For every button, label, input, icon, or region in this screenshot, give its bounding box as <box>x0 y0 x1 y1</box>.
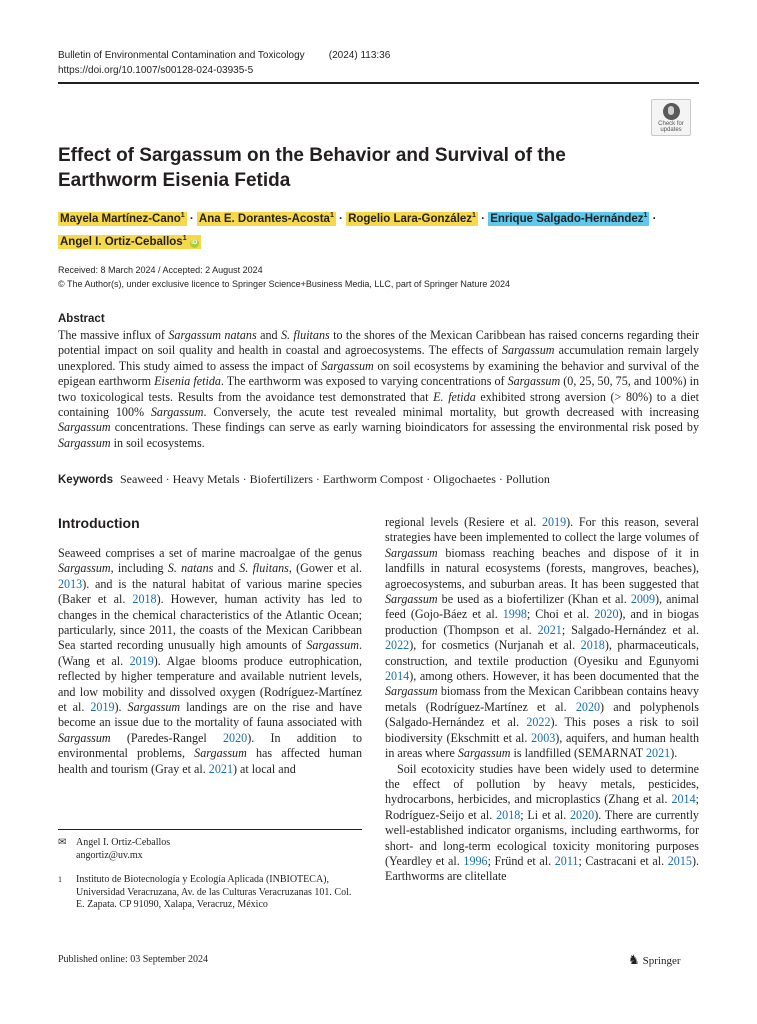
text-run: and <box>256 328 281 342</box>
text-run: ; Li et al. <box>520 807 570 822</box>
text-run: exhibited strong aversion (> 80%) to a diet containing 100% <box>58 389 699 420</box>
text-run: be used as a biofertilizer (Khan et al. <box>437 592 631 607</box>
text-run: , (Gower et al. <box>288 561 362 576</box>
keyword[interactable]: Heavy Metals <box>172 472 240 486</box>
author-separator: · <box>649 212 657 225</box>
abstract-body <box>58 328 699 451</box>
citation-link[interactable]: 2020 <box>575 699 601 714</box>
text-run: . (Wang et al. <box>58 638 362 668</box>
paragraph <box>385 515 699 762</box>
text-run: ). For this reason, several strategies have been implemented to collect the large volumes of <box>385 515 699 545</box>
italic-term: Sargassum <box>501 343 555 358</box>
text-run: (Paredes-Rangel <box>110 730 223 745</box>
italic-term: Sargassum <box>58 561 111 576</box>
author-name-text: Enrique Salgado‑Hernández <box>490 212 644 225</box>
author-name[interactable] <box>346 212 478 226</box>
abstract-heading: Abstract <box>58 313 105 325</box>
text-run: ). and is the natural habitat of various marine species (Baker et al. <box>58 576 362 607</box>
text-run: . Conversely, the acute test revealed minimal mortality, but growth decreased with increasing <box>203 405 699 420</box>
text-run: ). This poses a risk to soil biodiversity (Ekschmitt et al. <box>385 715 699 745</box>
keyword-separator: · <box>423 472 434 486</box>
keywords-label: Keywords <box>58 474 113 486</box>
corresponding-author-note <box>58 837 362 862</box>
italic-term: S. fluitans <box>280 328 330 342</box>
affiliation-mark: 1 <box>58 875 62 884</box>
paragraph <box>58 546 362 777</box>
italic-term: Sargassum <box>150 405 204 420</box>
citation-link[interactable]: 2003 <box>531 730 556 745</box>
text-run: ; Rodríguez-Seijo et al. <box>385 792 699 822</box>
corresponding-author-name: Angel I. Ortiz-Ceballos <box>76 837 171 848</box>
italic-term: Sargassum <box>385 545 438 560</box>
text-run: is landfilled (SEMARNAT <box>510 746 646 761</box>
italic-term: S. fluitans <box>239 561 289 576</box>
text-run: on soil ecosystems by examining the behavior and survival of the epigean earthworm <box>58 358 699 389</box>
text-run: , including <box>110 561 168 576</box>
springer-horse-icon: ♞ <box>628 952 640 967</box>
text-run: biomass from the Mexican Caribbean contains heavy metals (Rodríguez-Martínez et al. <box>385 684 699 714</box>
author-name-text: Ana E. Dorantes‑Acosta <box>198 212 330 225</box>
text-run: ). <box>670 746 678 761</box>
published-online: Published online: 03 September 2024 <box>58 954 208 965</box>
keyword-separator: · <box>312 472 323 486</box>
keyword-separator: · <box>239 472 250 486</box>
keyword[interactable]: Pollution <box>505 472 550 486</box>
text-run: Seaweed comprises a set of marine macroalgae of the genus <box>58 546 362 560</box>
italic-term: Sargassum <box>321 358 374 373</box>
keyword[interactable]: Oligochaetes <box>433 472 496 486</box>
keywords-list <box>120 472 550 486</box>
introduction-heading: Introduction <box>58 515 140 531</box>
italic-term: Sargassum <box>385 592 438 607</box>
citation-link[interactable]: 1998 <box>502 607 527 622</box>
italic-term: Sargassum <box>58 730 111 745</box>
citation-link[interactable]: 2020 <box>570 807 595 822</box>
author-name[interactable] <box>488 212 649 226</box>
text-run: ), animal feed (Gojo-Báez et al. <box>385 592 699 622</box>
text-run: ), pharmaceuticals, construction, and textile production (Oyesiku and Egunyomi <box>385 638 699 668</box>
article-title: Effect of Sargassum on the Behavior and Survival of the Earthworm Eisenia Fetida <box>58 145 566 191</box>
text-run: ; Salgado-Hernández et al. <box>561 622 699 637</box>
text-run: has affected human health and tourism (Gray et al. <box>58 746 362 776</box>
text-run: (0, 25, 50, 75, and 100%) in two toxicological tests. Results from the avoidance test demonstrated that <box>58 374 699 404</box>
check-for-updates-badge[interactable] <box>651 99 691 136</box>
journal-name: Bulletin of Environmental Contamination and Toxicology <box>58 50 305 61</box>
footnote-rule <box>58 829 362 830</box>
author-affiliation-mark: 1 <box>180 212 185 219</box>
citation-link[interactable]: 2018 <box>580 638 605 653</box>
citation-link[interactable]: 2020 <box>594 607 619 622</box>
text-run: ). However, human activity has led to changes in the chemical characteristics of the Atlantic Ocean; particularly, since 2011, the coasts of the Mexican Caribbean Sea started recording unusually high amounts of <box>58 592 362 653</box>
author-name[interactable] <box>197 212 336 226</box>
received-accepted: Received: 8 March 2024 / Accepted: 2 August 2024 <box>58 265 263 275</box>
text-run: concentrations. These findings can serve as early warning bioindicators for assessing the environmental risk posed by <box>110 420 699 435</box>
text-run: regional levels (Resiere et al. <box>385 515 542 529</box>
text-run: ) and polyphenols (Salgado-Hernández et al. <box>385 699 699 730</box>
text-run: ) at local and <box>232 761 296 776</box>
author-name[interactable] <box>58 235 201 249</box>
citation-link[interactable]: 2009 <box>630 592 655 607</box>
text-run: Soil ecotoxicity studies have been widely used to determine the effect of pollution by heavy metals, pesticides, hydrocarbons, herbicides, and microplastics (Zhang et al. <box>385 761 699 807</box>
italic-term: Sargassum <box>58 435 111 450</box>
author-affiliation-mark: 1 <box>643 212 648 219</box>
text-run: ), for cosmetics (Nurjanah et al. <box>409 638 581 653</box>
doi-link[interactable]: https://doi.org/10.1007/s00128-024-03935-5 <box>58 65 254 76</box>
text-run: ; Fründ et al. <box>487 853 555 868</box>
orcid-icon[interactable]: iD <box>191 239 198 246</box>
author-name[interactable] <box>58 212 187 226</box>
left-column-text <box>58 546 362 777</box>
author-affiliation-mark: 1 <box>329 212 334 219</box>
citation-link[interactable]: 2021 <box>208 761 233 776</box>
citation-link[interactable]: 2019 <box>129 653 154 668</box>
journal-header <box>58 48 698 78</box>
citation-link[interactable]: 2011 <box>554 853 579 868</box>
text-run: ; Choi et al. <box>526 607 595 622</box>
text-run: ), among others. However, it has been documented that the <box>409 669 699 684</box>
text-run: biomass reaching beaches and dispose of it in landfills in natural ecosystems (forests, mangroves, beaches), agroecosystems, and suburban areas. It has been suggested that <box>385 545 699 591</box>
update-check-icon <box>663 103 680 120</box>
text-run: ). <box>114 700 128 715</box>
italic-term: Sargassum <box>194 746 247 761</box>
citation-link[interactable]: 2015 <box>667 853 692 868</box>
author-separator: · <box>335 212 347 225</box>
keywords-line <box>58 472 699 488</box>
keyword-separator: · <box>495 472 506 486</box>
text-run: in soil ecosystems. <box>110 435 205 450</box>
citation-link[interactable]: 2021 <box>646 746 671 761</box>
text-run: . The earthworm was exposed to varying concentrations of <box>220 374 508 389</box>
text-run: The massive influx of <box>58 328 169 342</box>
italic-term: E. fetida <box>433 389 476 404</box>
text-run: accumulation remain largely unexplored. This study aimed to assess the impact of <box>58 343 699 373</box>
author-affiliation-mark: 1 <box>182 234 187 242</box>
citation-link[interactable]: 2014 <box>671 792 696 807</box>
keyword-separator: · <box>162 472 173 486</box>
copyright-line: © The Author(s), under exclusive licence to Springer Science+Business Media, LLC, part of Springer Nature 2024 <box>58 279 510 289</box>
text-run: ), aquifers, and human health in areas where <box>385 730 699 761</box>
citation-link[interactable]: 2021 <box>537 622 562 637</box>
envelope-icon: ✉ <box>58 837 67 848</box>
italic-term: Sargassum <box>457 746 511 761</box>
text-run: landings are on the rise and have become an issue due to the mortality of fauna associated with <box>58 700 363 730</box>
italic-term: Sargassum <box>58 420 111 435</box>
citation-link[interactable]: 2018 <box>496 807 521 822</box>
italic-term: Sargassum <box>507 374 561 389</box>
text-run: ). There are currently well-established indicator organisms, including earthworms, for short- and long-term ecological toxicity monitoring purposes (Yeardley et al. <box>385 807 699 868</box>
author-name-text: Rogelio Lara‑González <box>348 212 473 225</box>
badge-line-1: Check for <box>658 121 684 127</box>
author-affiliation-mark: 1 <box>472 212 476 219</box>
citation-link[interactable]: 2022 <box>385 638 410 653</box>
citation-link[interactable]: 2013 <box>58 576 83 591</box>
text-run: ). In addition to environmental problems, <box>58 730 362 761</box>
citation-link[interactable]: 2014 <box>385 669 410 684</box>
paragraph <box>385 762 699 885</box>
italic-term: Sargassum natans <box>168 328 257 342</box>
publisher-logo <box>628 952 681 968</box>
citation-link[interactable]: 2018 <box>132 592 157 607</box>
text-run: ), and in biogas production (Thompson et al. <box>385 607 700 637</box>
citation-link[interactable]: 1996 <box>463 853 488 868</box>
keyword[interactable]: Biofertilizers <box>249 472 313 486</box>
citation-link[interactable]: 2022 <box>526 715 551 730</box>
corresponding-author-email[interactable]: angortiz@uv.mx <box>76 849 143 861</box>
right-column-text <box>385 515 699 885</box>
text-run: ). Algae blooms produce eutrophication, reflected by higher temperature and available nutrient levels, and low mobility and dissolved oxygen (Rodríguez-Martínez et al. <box>58 653 363 715</box>
publisher-name: Springer <box>642 955 681 967</box>
author-separator: · <box>186 212 197 225</box>
badge-line-2: updates <box>660 127 682 133</box>
text-run: ; Castracani et al. <box>578 853 668 868</box>
keyword[interactable]: Seaweed <box>119 472 163 486</box>
italic-term: Eisenia fetida <box>154 374 221 389</box>
italic-term: S. natans <box>167 561 214 576</box>
affiliation-text: Instituto de Biotecnología y Ecología Aplicada (INBIOTECA), Universidad Veracruzana, Av. de las Culturas Veracruzanas 101. Col. E. Zapata. CP 91090, Xalapa, Veracruz, México <box>76 874 352 910</box>
citation-link[interactable]: 2019 <box>90 700 115 715</box>
text-run: and <box>213 561 240 576</box>
italic-term: Sargassum <box>385 684 438 699</box>
italic-term: Sargassum <box>306 638 359 653</box>
header-rule <box>58 82 699 84</box>
article-dates <box>58 263 698 291</box>
author-name-text: Angel I. Ortiz‑Ceballos <box>60 235 183 248</box>
text-run: ). Earthworms are clitellate <box>385 853 699 884</box>
italic-term: Sargassum <box>127 700 181 715</box>
affiliation-note <box>58 874 362 912</box>
citation-link[interactable]: 2019 <box>541 515 567 529</box>
citation-link[interactable]: 2020 <box>223 730 248 745</box>
text-run: to the shores of the Mexican Caribbean has raised concerns regarding their potential impact on soil quality and health in coastal and agroecosystems. The effects of <box>58 328 699 358</box>
author-name-text: Mayela Martínez‑Cano <box>60 212 181 225</box>
keyword[interactable]: Earthworm Compost <box>322 472 424 486</box>
author-separator: · <box>477 212 489 225</box>
journal-volume: (2024) 113:36 <box>328 50 391 61</box>
author-list <box>58 206 698 252</box>
